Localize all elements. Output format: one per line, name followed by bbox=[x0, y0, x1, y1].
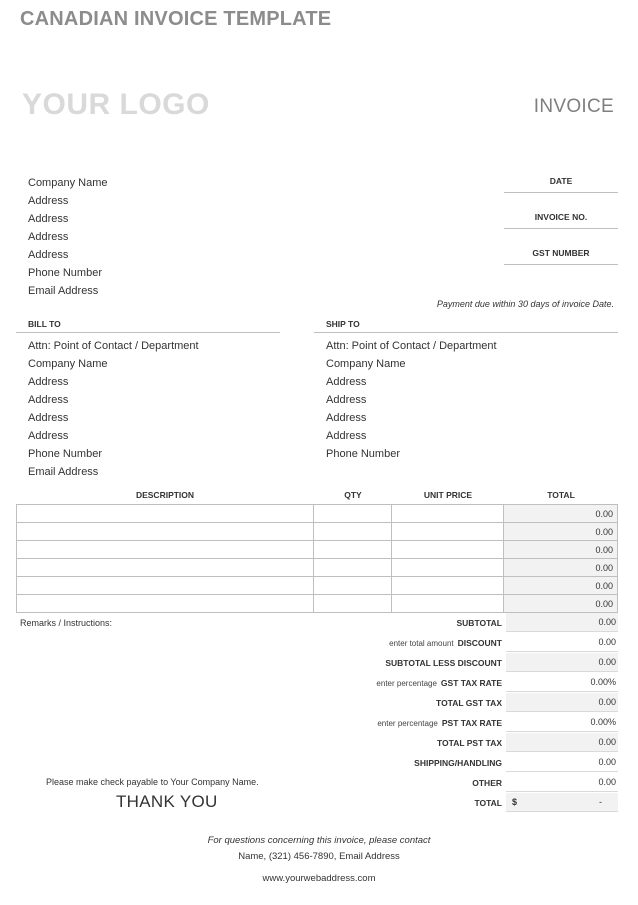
pst-rate-label bbox=[377, 713, 502, 733]
currency-symbol: $ bbox=[512, 797, 518, 807]
bill-to-address-line: Address bbox=[28, 394, 69, 406]
pst-rate-input[interactable]: 0.00% bbox=[506, 713, 618, 732]
total-pst-label: TOTAL PST TAX bbox=[436, 738, 502, 748]
shipping-input[interactable]: 0.00 bbox=[506, 753, 618, 772]
qty-cell[interactable] bbox=[314, 559, 392, 577]
description-column-header: DESCRIPTION bbox=[135, 490, 195, 500]
total-row bbox=[300, 793, 618, 813]
thank-you-text: THANK YOU bbox=[116, 792, 218, 811]
line-items-table bbox=[16, 504, 618, 613]
company-phone: Phone Number bbox=[28, 267, 102, 279]
ship-to-address-line: Address bbox=[326, 376, 367, 388]
description-cell[interactable] bbox=[17, 505, 314, 523]
gst-number-label: GST NUMBER bbox=[532, 248, 590, 258]
qty-cell[interactable] bbox=[314, 595, 392, 613]
company-address: Address bbox=[28, 213, 69, 225]
qty-column-header: QTY bbox=[344, 490, 362, 500]
total-gst-value: 0.00 bbox=[506, 693, 618, 712]
footer-website: www.yourwebaddress.com bbox=[262, 873, 376, 884]
line-total-cell: 0.00 bbox=[504, 505, 618, 523]
other-label: OTHER bbox=[472, 778, 502, 788]
line-total-cell: 0.00 bbox=[504, 541, 618, 559]
ship-to-address-line: Address bbox=[326, 430, 367, 442]
other-input[interactable]: 0.00 bbox=[506, 773, 618, 792]
gst-rate-input[interactable]: 0.00% bbox=[506, 673, 618, 692]
gst-rate-label-text: GST TAX RATE bbox=[440, 678, 502, 688]
pst-rate-row bbox=[300, 713, 618, 733]
table-row bbox=[17, 595, 618, 613]
description-cell[interactable] bbox=[17, 523, 314, 541]
total-column-header: TOTAL bbox=[547, 490, 575, 500]
bill-to-address-line: Address bbox=[28, 430, 69, 442]
subtotal-less-discount-row bbox=[300, 653, 618, 673]
discount-label bbox=[389, 633, 502, 653]
ship-to-address bbox=[326, 337, 497, 463]
other-row bbox=[300, 773, 618, 793]
invoice-number-field[interactable] bbox=[504, 212, 618, 229]
gst-number-field[interactable] bbox=[504, 248, 618, 265]
ship-to-attn: Attn: Point of Contact / Department bbox=[326, 340, 497, 352]
discount-label-text: DISCOUNT bbox=[457, 638, 502, 648]
bill-to-rule bbox=[16, 332, 280, 333]
pst-rate-hint: enter percentage bbox=[377, 719, 438, 728]
discount-hint: enter total amount bbox=[389, 639, 454, 648]
table-row bbox=[17, 523, 618, 541]
total-value: - bbox=[599, 797, 602, 807]
description-cell[interactable] bbox=[17, 577, 314, 595]
ship-to-rule bbox=[314, 332, 618, 333]
description-cell[interactable] bbox=[17, 595, 314, 613]
bill-to-phone: Phone Number bbox=[28, 448, 102, 460]
description-cell[interactable] bbox=[17, 559, 314, 577]
gst-rate-row bbox=[300, 673, 618, 693]
gst-rate-hint: enter percentage bbox=[376, 679, 437, 688]
footer-contact: Name, (321) 456-7890, Email Address bbox=[238, 851, 400, 862]
date-label: DATE bbox=[549, 176, 573, 186]
gst-rate-label bbox=[376, 673, 502, 693]
total-label: TOTAL bbox=[474, 798, 502, 808]
invoice-number-label: INVOICE NO. bbox=[534, 212, 588, 222]
subtotal-row bbox=[300, 613, 618, 633]
subtotal-less-discount-label: SUBTOTAL LESS DISCOUNT bbox=[385, 658, 502, 668]
total-value-cell bbox=[506, 793, 618, 812]
invoice-number-underline bbox=[504, 228, 618, 229]
unit-price-column-header: UNIT PRICE bbox=[423, 490, 473, 500]
shipping-row bbox=[300, 753, 618, 773]
remarks-label: Remarks / Instructions: bbox=[20, 618, 113, 628]
company-name: Company Name bbox=[28, 177, 108, 189]
ship-to-address-line: Address bbox=[326, 412, 367, 424]
discount-input[interactable]: 0.00 bbox=[506, 633, 618, 652]
ship-to-heading: SHIP TO bbox=[326, 319, 360, 329]
invoice-heading: INVOICE bbox=[533, 96, 614, 117]
line-total-cell: 0.00 bbox=[504, 523, 618, 541]
shipping-label: SHIPPING/HANDLING bbox=[414, 758, 502, 768]
ship-to-address-line: Address bbox=[326, 394, 367, 406]
line-total-cell: 0.00 bbox=[504, 595, 618, 613]
total-pst-value: 0.00 bbox=[506, 733, 618, 752]
pst-rate-label-text: PST TAX RATE bbox=[441, 718, 502, 728]
unit-price-cell[interactable] bbox=[392, 595, 504, 613]
payment-terms-note: Payment due within 30 days of invoice Date. bbox=[436, 299, 614, 309]
company-email: Email Address bbox=[28, 285, 99, 297]
discount-row bbox=[300, 633, 618, 653]
subtotal-value: 0.00 bbox=[506, 613, 618, 632]
ship-to-phone: Phone Number bbox=[326, 448, 400, 460]
qty-cell[interactable] bbox=[314, 541, 392, 559]
subtotal-less-discount-value: 0.00 bbox=[506, 653, 618, 672]
company-info bbox=[28, 174, 107, 300]
unit-price-cell[interactable] bbox=[392, 559, 504, 577]
unit-price-cell[interactable] bbox=[392, 505, 504, 523]
company-address: Address bbox=[28, 195, 69, 207]
bill-to-attn: Attn: Point of Contact / Department bbox=[28, 340, 199, 352]
table-row bbox=[17, 577, 618, 595]
description-cell[interactable] bbox=[17, 541, 314, 559]
total-gst-label: TOTAL GST TAX bbox=[436, 698, 502, 708]
gst-number-underline bbox=[504, 264, 618, 265]
footer-questions: For questions concerning this invoice, please contact bbox=[207, 835, 431, 846]
bill-to-company: Company Name bbox=[28, 358, 108, 370]
bill-to-heading: BILL TO bbox=[28, 319, 61, 329]
bill-to-address-line: Address bbox=[28, 412, 69, 424]
bill-to-address-line: Address bbox=[28, 376, 69, 388]
bill-to-address bbox=[28, 337, 199, 481]
line-total-cell: 0.00 bbox=[504, 559, 618, 577]
unit-price-cell[interactable] bbox=[392, 541, 504, 559]
table-row bbox=[17, 505, 618, 523]
qty-cell[interactable] bbox=[314, 523, 392, 541]
payable-note: Please make check payable to Your Company Name. bbox=[46, 777, 259, 787]
total-gst-row bbox=[300, 693, 618, 713]
unit-price-cell[interactable] bbox=[392, 577, 504, 595]
document-title: CANADIAN INVOICE TEMPLATE bbox=[20, 8, 332, 30]
date-field[interactable] bbox=[504, 176, 618, 193]
table-row bbox=[17, 541, 618, 559]
table-row bbox=[17, 559, 618, 577]
company-address: Address bbox=[28, 231, 69, 243]
ship-to-company: Company Name bbox=[326, 358, 406, 370]
bill-to-email: Email Address bbox=[28, 466, 99, 478]
subtotal-label: SUBTOTAL bbox=[456, 618, 502, 628]
date-underline bbox=[504, 192, 618, 193]
unit-price-cell[interactable] bbox=[392, 523, 504, 541]
qty-cell[interactable] bbox=[314, 577, 392, 595]
qty-cell[interactable] bbox=[314, 505, 392, 523]
total-pst-row bbox=[300, 733, 618, 753]
company-address: Address bbox=[28, 249, 69, 261]
line-total-cell: 0.00 bbox=[504, 577, 618, 595]
logo-placeholder: YOUR LOGO bbox=[22, 88, 210, 121]
